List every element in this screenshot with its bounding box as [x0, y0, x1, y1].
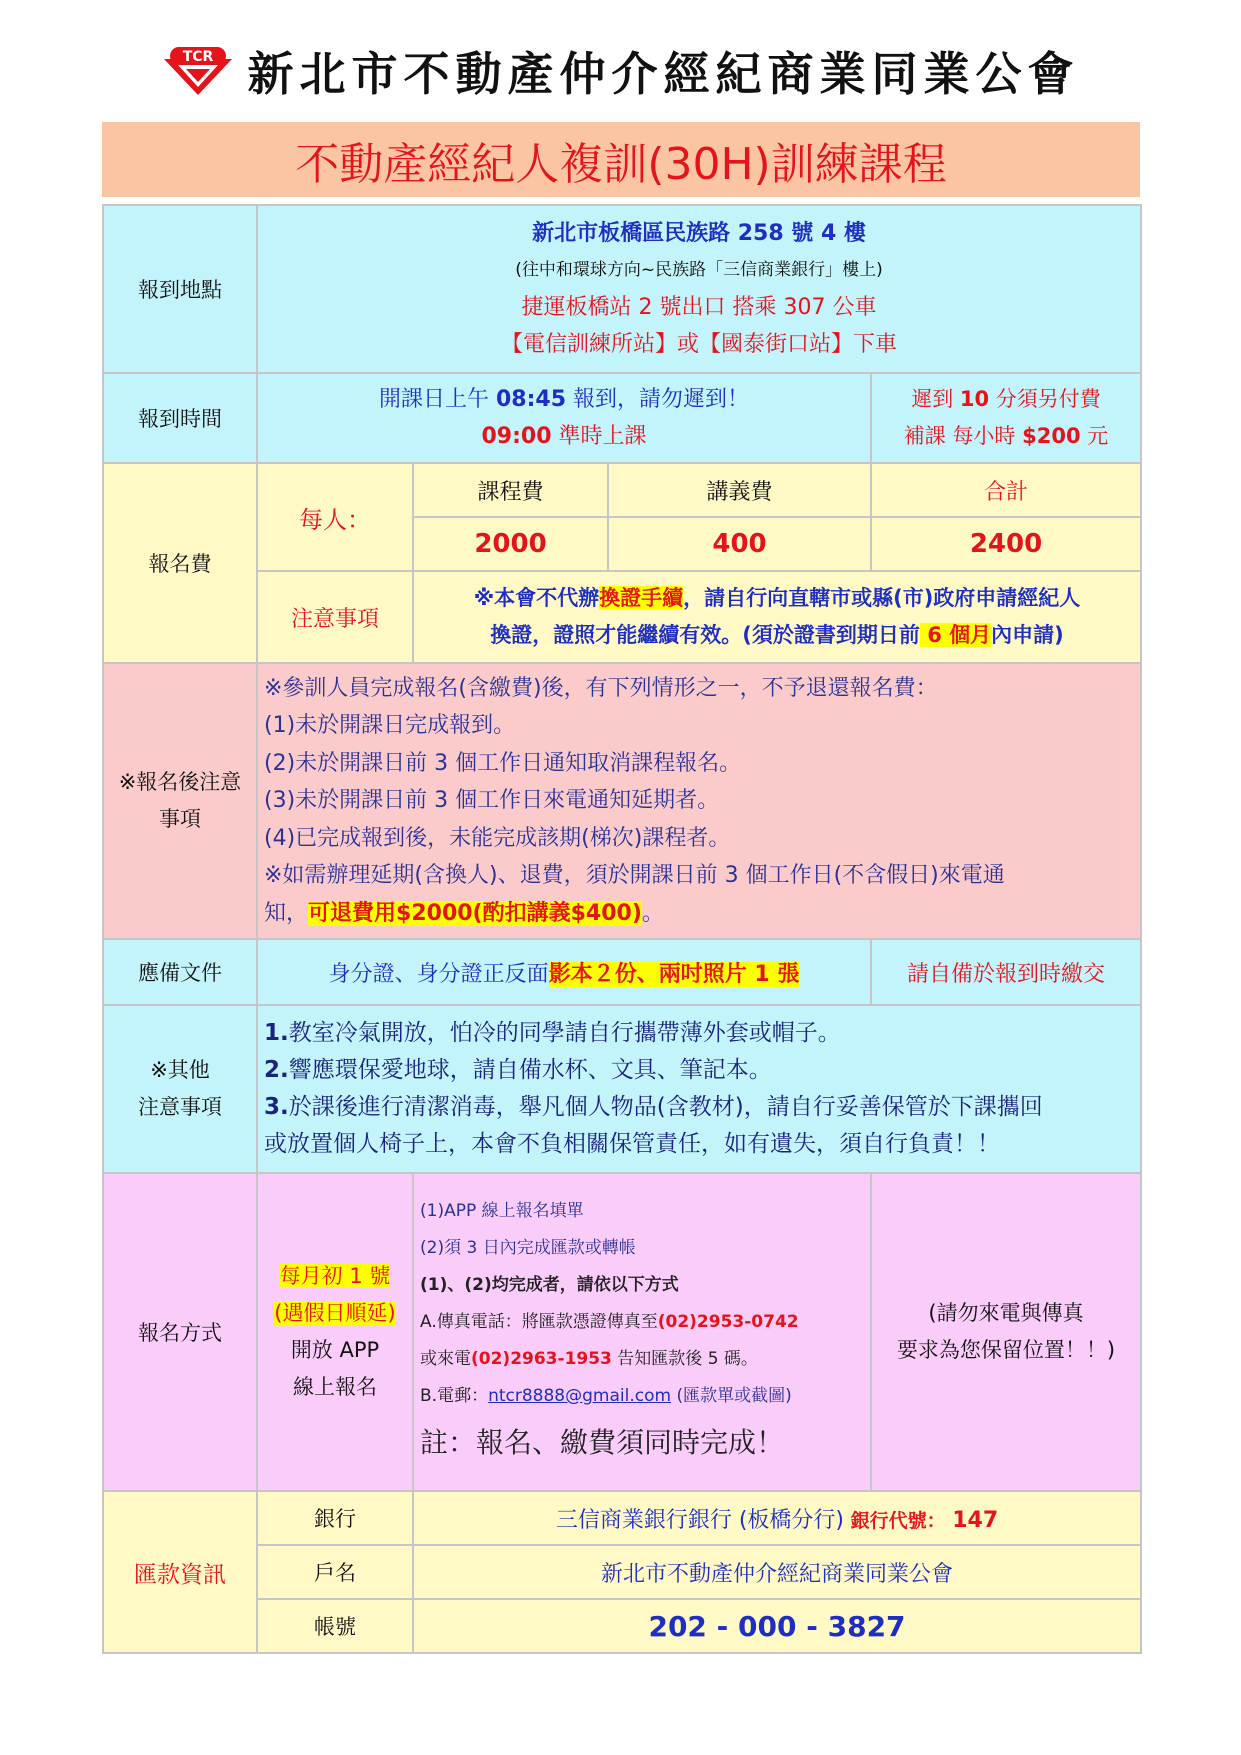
right-note-2: 要求為您保留位置！！) — [896, 1338, 1116, 1362]
after-signup-line-5: ※如需辦理延期(含換人)、退費，須於開課日前 3 個工作日(不含假日)來電通 — [264, 863, 1005, 889]
notice-1a: ※本會不代辦 — [473, 586, 600, 610]
checkin-time-content — [257, 373, 871, 463]
other-text-2: 響應環保愛地球，請自備水杯、文具、筆記本。 — [288, 1057, 772, 1083]
fax-number: (02)2953-0742 — [657, 1312, 799, 1332]
step-fax — [420, 1304, 864, 1341]
checkin-time-value: 08:45 — [495, 387, 567, 412]
other-num-1: 1. — [264, 1020, 289, 1046]
tcr-logo — [162, 45, 234, 97]
signup-method-row — [103, 1173, 1141, 1491]
fee-value-material: 400 — [608, 517, 871, 571]
other-line-1 — [264, 1015, 1134, 1052]
notice-label: 注意事項 — [257, 571, 413, 663]
other-line-3 — [264, 1089, 1134, 1126]
checkin-line-1-post: 報到，請勿遲到！ — [566, 387, 750, 412]
document-header — [0, 36, 1241, 106]
email-post: (匯款單或截圖) — [671, 1386, 792, 1406]
makeup-pre: 補課 每小時 — [903, 424, 1023, 448]
bank-code-label: 銀行代號： — [844, 1509, 953, 1532]
email-pre: B.電郵： — [420, 1386, 489, 1406]
makeup-post: 元 — [1080, 424, 1109, 448]
notice-1c: ，請自行向直轄市或縣(市)政府申請經紀人 — [683, 586, 1081, 610]
documents-text — [329, 962, 800, 987]
right-note-1: (請勿來電與傳真 — [928, 1301, 1084, 1325]
account-name-label: 戶名 — [257, 1545, 413, 1599]
other-line-2 — [264, 1052, 1134, 1089]
bank-name: 三信商業銀行銀行 (板橋分行) — [555, 1507, 844, 1533]
late-fee-line-2 — [878, 418, 1134, 455]
documents-label: 應備文件 — [103, 939, 257, 1005]
fee-value-total: 2400 — [871, 517, 1141, 571]
after-signup-content — [257, 663, 1141, 939]
phone-number: (02)2963-1953 — [471, 1349, 612, 1369]
signup-right-note — [871, 1173, 1141, 1491]
after-signup-line-6 — [264, 895, 1134, 933]
account-number-label: 帳號 — [257, 1599, 413, 1653]
remit-label: 匯款資訊 — [103, 1491, 257, 1653]
other-text-3: 於課後進行清潔消毒，舉凡個人物品(含教材)，請自行妥善保管於下課攜回 — [288, 1094, 1043, 1120]
bank-label: 銀行 — [257, 1491, 413, 1545]
refund-amount: 可退費用$2000(酌扣講義$400) — [308, 900, 642, 926]
bus-stop-info: 【電信訓練所站】或【國泰街口站】下車 — [501, 332, 898, 357]
other-label-1: ※其他 — [150, 1058, 210, 1082]
fee-header-total: 合計 — [871, 463, 1141, 517]
late-pre: 遲到 — [911, 387, 960, 411]
late-post: 分須另付費 — [989, 387, 1101, 411]
after-signup-line-3: (3)未於開課日前 3 個工作日來電通知延期者。 — [264, 788, 720, 814]
late-minutes: 10 — [959, 387, 990, 411]
fax-pre: A.傳真電話：將匯款憑證傳真至 — [420, 1312, 658, 1332]
logo-text: TCR — [182, 49, 213, 65]
checkin-time-row — [103, 373, 1141, 463]
signup-method-label: 報名方式 — [103, 1173, 257, 1491]
step-note: 註：報名、繳費須同時完成！ — [420, 1426, 785, 1459]
late-fee-line-1 — [878, 381, 1134, 418]
documents-highlight: 影本２份、兩吋照片 1 張 — [548, 961, 800, 987]
other-notes-content — [257, 1005, 1141, 1173]
notice-content — [413, 571, 1141, 663]
class-start-time: 09:00 — [481, 424, 552, 449]
late-fee-content — [871, 373, 1141, 463]
other-text-1: 教室冷氣開放，怕冷的同學請自行攜帶薄外套或帽子。 — [288, 1020, 841, 1046]
course-info-table — [102, 204, 1142, 1654]
checkin-line-2-post: 準時上課 — [551, 424, 647, 449]
fee-label: 報名費 — [103, 463, 257, 663]
signup-steps — [413, 1173, 871, 1491]
call-post: 告知匯款後 5 碼。 — [611, 1349, 758, 1369]
after-signup-line-2: (2)未於開課日前 3 個工作日通知取消課程報名。 — [264, 750, 742, 776]
documents-content — [257, 939, 871, 1005]
open-holiday: (遇假日順延) — [274, 1301, 396, 1325]
other-num-2: 2. — [264, 1057, 289, 1083]
documents-pre: 身分證、身分證正反面 — [328, 961, 549, 987]
notice-2a: 換證，證照才能繼續有效。(須於證書到期日前 — [490, 623, 920, 647]
other-line-4: 或放置個人椅子上，本會不負相關保管責任，如有遺失，須自行負責！！ — [264, 1131, 1000, 1157]
open-line-1 — [264, 1258, 406, 1295]
notice-line-1 — [420, 580, 1134, 617]
notice-2b: 6 個月 — [919, 623, 992, 647]
checkin-location-content — [257, 205, 1141, 373]
checkin-location-row — [103, 205, 1141, 373]
after-signup-label-1: ※報名後注意 — [118, 769, 242, 794]
step-call — [420, 1341, 864, 1378]
mrt-text: 捷運板橋站 2 號出口 搭乘 307 公車 — [521, 295, 877, 320]
remit-number-row — [103, 1599, 1141, 1653]
open-date: 每月初 1 號 — [279, 1264, 391, 1288]
checkin-line-1-pre: 開課日上午 — [378, 387, 496, 412]
bank-info — [413, 1491, 1141, 1545]
notice-2c: 內申請) — [991, 623, 1064, 647]
account-number: 202 - 000 - 3827 — [413, 1599, 1141, 1653]
tcr-logo-icon — [162, 45, 234, 97]
open-line-3: 開放 APP — [290, 1338, 380, 1362]
notice-line-2 — [420, 617, 1134, 654]
refund-pre: 知， — [264, 900, 309, 926]
fee-header-course: 課程費 — [413, 463, 608, 517]
bank-code: 147 — [952, 1507, 999, 1533]
per-person-label: 每人： — [257, 463, 413, 571]
after-signup-row — [103, 663, 1141, 939]
other-notes-label — [103, 1005, 257, 1173]
makeup-amount: $200 — [1022, 424, 1081, 448]
fee-notice-row — [103, 571, 1141, 663]
step-2: (2)須 3 日內完成匯款或轉帳 — [420, 1238, 636, 1258]
fee-header-material: 講義費 — [608, 463, 871, 517]
refund-post: 。 — [641, 900, 664, 926]
mrt-info — [264, 289, 1134, 326]
signup-open-info — [257, 1173, 413, 1491]
documents-right: 請自備於報到時繳交 — [871, 939, 1141, 1005]
step-1: (1)APP 線上報名填單 — [420, 1201, 584, 1221]
after-signup-line-4: (4)已完成報到後，未能完成該期(梯次)課程者。 — [264, 825, 731, 851]
step-3: (1)、(2)均完成者，請依以下方式 — [420, 1275, 679, 1295]
after-signup-line-1: (1)未於開課日完成報到。 — [264, 713, 516, 739]
checkin-time-label: 報到時間 — [103, 373, 257, 463]
checkin-line-1 — [264, 381, 864, 418]
open-line-4: 線上報名 — [293, 1375, 377, 1399]
other-label-2: 注意事項 — [138, 1095, 222, 1119]
notice-1b: 換證手續 — [599, 586, 684, 610]
remit-name-row — [103, 1545, 1141, 1599]
checkin-line-2 — [264, 418, 864, 455]
remit-bank-row — [103, 1491, 1141, 1545]
documents-row — [103, 939, 1141, 1005]
call-pre: 或來電 — [420, 1349, 471, 1369]
after-signup-label — [103, 663, 257, 939]
after-signup-line-0: ※參訓人員完成報名(含繳費)後，有下列情形之一，不予退還報名費： — [264, 675, 938, 701]
open-line-2 — [264, 1295, 406, 1332]
account-name: 新北市不動產仲介經紀商業同業公會 — [413, 1545, 1141, 1599]
fee-value-course: 2000 — [413, 517, 608, 571]
org-name: 新北市不動產仲介經紀商業同業公會 — [247, 47, 1080, 101]
address: 新北市板橋區民族路 258 號 4 樓 — [532, 221, 866, 246]
other-notes-row — [103, 1005, 1141, 1173]
course-title-banner — [102, 122, 1140, 200]
other-num-3: 3. — [264, 1094, 289, 1120]
step-email — [420, 1378, 864, 1415]
checkin-location-label: 報到地點 — [103, 205, 257, 373]
course-title: 不動產經紀人複訓(30H)訓練課程 — [295, 138, 947, 190]
fee-header-row — [103, 463, 1141, 517]
email-link[interactable]: ntcr8888@gmail.com — [488, 1386, 672, 1406]
after-signup-label-2: 事項 — [159, 807, 201, 831]
direction-note: (往中和環球方向~民族路「三信商業銀行」樓上) — [515, 260, 883, 280]
